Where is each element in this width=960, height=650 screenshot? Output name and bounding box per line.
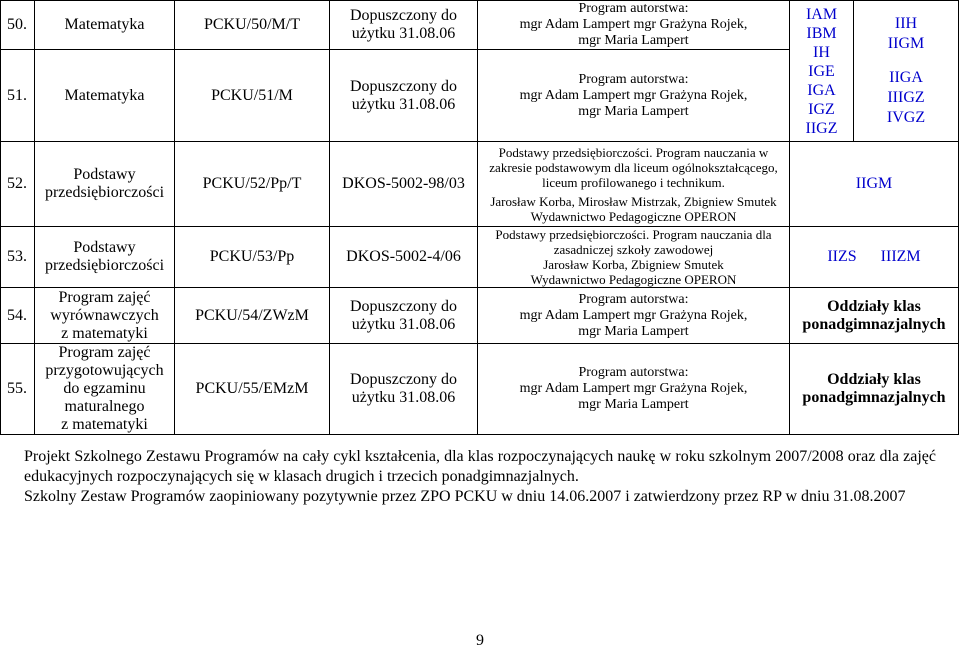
class-code: Oddziały klas <box>827 371 921 388</box>
author-line: Wydawnictwo Pedagogiczne OPERON <box>530 272 737 287</box>
row-number: 52. <box>1 142 35 227</box>
author-line: mgr Adam Lampert mgr Grażyna Rojek, <box>519 307 748 323</box>
subject-line: do egzaminu <box>63 380 146 397</box>
subject-cell <box>35 227 175 288</box>
author-cell <box>478 288 790 344</box>
program-code: PCKU/51/M <box>175 50 330 142</box>
class-code: IVGZ <box>886 109 926 126</box>
author-line: Program autorstwa: <box>578 365 689 380</box>
approval-cell: DKOS-5002-98/03 <box>330 142 478 227</box>
subject-line: Program zajęć <box>58 344 151 361</box>
subject-cell <box>35 288 175 344</box>
author-line: Podstawy przedsiębiorczości. Program nauczania w <box>498 144 769 160</box>
author-line: liceum profilowanego i technikum. <box>542 174 725 190</box>
class-code: IIGM <box>887 35 925 52</box>
class-codes-cell <box>790 227 959 288</box>
table-row <box>1 344 959 435</box>
approval-cell <box>330 344 478 435</box>
author-line: mgr Maria Lampert <box>578 323 689 339</box>
table-row <box>1 1 959 50</box>
class-code: IGE <box>808 62 835 80</box>
author-line: Program autorstwa: <box>578 291 689 307</box>
row-number: 55. <box>1 344 35 435</box>
subject-line: z matematyki <box>61 416 148 433</box>
class-codes-cell <box>854 1 959 142</box>
class-codes-cell <box>790 1 854 142</box>
project-note: Projekt Szkolnego Zestawu Programów na cały cykl kształcenia, dla klas rozpoczynających naukę w roku szkolnym 2007/2008 oraz dla zajęć edukacyjnych rozpoczynających się w klasach drugich i trzecich ponadgimnazjalnych. <box>24 448 936 485</box>
author-cell <box>478 344 790 435</box>
class-code: IGZ <box>808 100 835 118</box>
author-cell <box>478 50 790 142</box>
approval-line: Dopuszczony do <box>349 297 458 315</box>
author-cell <box>478 142 790 227</box>
class-code: IH <box>813 43 830 61</box>
class-code: IBM <box>806 24 837 42</box>
table-row <box>1 227 959 288</box>
approval-cell <box>330 50 478 142</box>
author-line: mgr Adam Lampert mgr Grażyna Rojek, <box>519 17 748 32</box>
footer-notes <box>24 447 936 507</box>
row-number: 53. <box>1 227 35 288</box>
subject-line: Podstawy <box>73 166 136 183</box>
class-code: ponadgimnazjalnych <box>802 389 946 406</box>
table-row <box>1 142 959 227</box>
subject-line: Program zajęć <box>58 288 151 306</box>
author-line: mgr Adam Lampert mgr Grażyna Rojek, <box>519 381 748 396</box>
author-line: Program autorstwa: <box>578 71 689 87</box>
approval-cell: DKOS-5002-4/06 <box>330 227 478 288</box>
author-line: Jarosław Korba, Zbigniew Smutek <box>543 257 724 272</box>
row-number: 51. <box>1 50 35 142</box>
subject-line: przygotowujących <box>45 362 164 379</box>
author-line: zasadniczej szkoły zawodowej <box>553 242 714 257</box>
class-code: IIGA <box>889 69 923 86</box>
subject-line: z matematyki <box>61 324 148 342</box>
subject-line: przedsiębiorczości <box>44 257 165 274</box>
approval-line: Dopuszczony do <box>349 371 458 388</box>
author-line: Jarosław Korba, Mirosław Mistrzak, Zbigniew Smutek <box>490 193 777 209</box>
approval-note: Szkolny Zestaw Programów zaopiniowany pozytywnie przez ZPO PCKU w dniu 14.06.2007 i zatwierdzony przez RP w dniu 31.08.2007 <box>24 488 906 505</box>
author-line: zakresie podstawowym dla liceum ogólnokształcącego, <box>489 159 778 175</box>
row-number: 50. <box>1 1 35 50</box>
author-cell <box>478 227 790 288</box>
page-number: 9 <box>476 632 484 649</box>
approval-line: użytku 31.08.06 <box>351 95 456 113</box>
author-line: Podstawy przedsiębiorczości. Program nauczania dla <box>495 227 772 242</box>
approval-cell <box>330 1 478 50</box>
program-code: PCKU/55/EMzM <box>175 344 330 435</box>
author-line: Program autorstwa: <box>578 1 689 16</box>
program-code: PCKU/52/Pp/T <box>175 142 330 227</box>
class-code: IIIGZ <box>887 89 925 106</box>
class-code: IIGZ <box>805 119 838 137</box>
author-line: mgr Maria Lampert <box>578 33 689 48</box>
subject-cell <box>35 344 175 435</box>
class-codes-cell <box>790 288 959 344</box>
program-code: PCKU/53/Pp <box>175 227 330 288</box>
subject-cell <box>35 142 175 227</box>
subject-cell: Matematyka <box>35 50 175 142</box>
class-code: IIZS <box>827 248 857 265</box>
author-line: mgr Maria Lampert <box>578 103 689 119</box>
class-code: IGA <box>807 81 836 99</box>
subject-line: Podstawy <box>73 239 136 256</box>
author-line: mgr Maria Lampert <box>578 397 689 412</box>
table-row <box>1 288 959 344</box>
row-number: 54. <box>1 288 35 344</box>
class-code: Oddziały klas <box>827 297 921 315</box>
class-codes-cell <box>790 344 959 435</box>
approval-line: użytku 31.08.06 <box>351 25 456 42</box>
author-cell <box>478 1 790 50</box>
program-code: PCKU/50/M/T <box>175 1 330 50</box>
class-code: IIH <box>894 15 918 32</box>
approval-line: Dopuszczony do <box>349 7 458 24</box>
class-code: IIIZM <box>880 248 921 265</box>
author-line: Wydawnictwo Pedagogiczne OPERON <box>530 208 737 224</box>
class-codes-cell: IIGM <box>790 142 959 227</box>
approval-cell <box>330 288 478 344</box>
approval-line: użytku 31.08.06 <box>351 315 456 333</box>
author-line: mgr Adam Lampert mgr Grażyna Rojek, <box>519 87 748 103</box>
subject-line: przedsiębiorczości <box>44 184 165 201</box>
subject-cell: Matematyka <box>35 1 175 50</box>
subject-line: maturalnego <box>64 398 145 415</box>
program-code: PCKU/54/ZWzM <box>175 288 330 344</box>
approval-line: użytku 31.08.06 <box>351 389 456 406</box>
class-code: IAM <box>805 5 838 23</box>
approval-line: Dopuszczony do <box>349 77 458 95</box>
subject-line: wyrównawczych <box>50 306 159 324</box>
class-code: ponadgimnazjalnych <box>802 315 946 333</box>
